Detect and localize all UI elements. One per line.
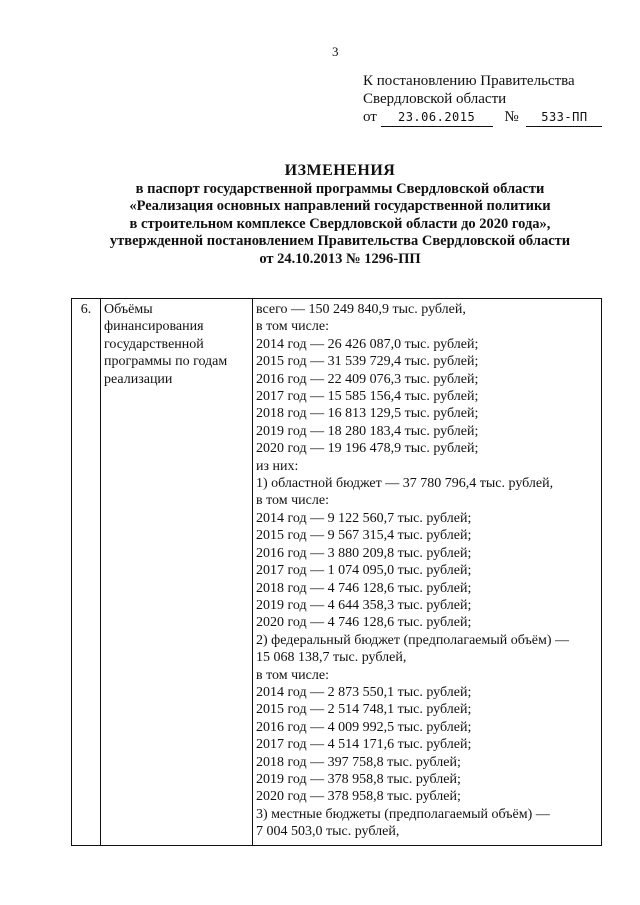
value-line: 2016 год — 4 009 992,5 тыс. рублей; xyxy=(256,719,472,735)
value-line: в том числе: xyxy=(256,667,329,683)
table-row xyxy=(72,299,602,846)
value-line: 2016 год — 22 409 076,3 тыс. рублей; xyxy=(256,371,479,387)
value-line: 2017 год — 15 585 156,4 тыс. рублей; xyxy=(256,389,479,405)
value-line: 2016 год — 3 880 209,8 тыс. рублей; xyxy=(256,545,472,561)
value-line: 1) областной бюджет — 37 780 796,4 тыс. рублей, xyxy=(256,476,554,492)
attachment-line-2: Свердловской области xyxy=(363,91,507,107)
value-line: 2019 год — 378 958,8 тыс. рублей; xyxy=(256,771,461,787)
attachment-line-3 xyxy=(363,108,602,127)
value-line: 2019 год — 18 280 183,4 тыс. рублей; xyxy=(256,423,479,439)
title-line: в паспорт государственной программы Свердловской области xyxy=(135,180,545,197)
value-line: 7 004 503,0 тыс. рублей, xyxy=(256,824,400,840)
value-line: 2015 год — 31 539 729,4 тыс. рублей; xyxy=(256,354,479,370)
row-label xyxy=(101,299,253,846)
title-line: в строительном комплексе Свердловской области до 2020 года», xyxy=(129,215,551,232)
value-line: 2) федеральный бюджет (предполагаемый объём) — xyxy=(256,632,570,648)
row-number: 6. xyxy=(72,299,101,846)
value-line: из них: xyxy=(256,458,299,474)
title-heading: ИЗМЕНЕНИЯ xyxy=(284,162,396,179)
value-line: 2020 год — 4 746 128,6 тыс. рублей; xyxy=(256,615,472,631)
value-line: 2014 год — 9 122 560,7 тыс. рублей; xyxy=(256,510,472,526)
attachment-line-1: К постановлению Правительства xyxy=(363,73,575,89)
number-sign: № xyxy=(504,109,519,125)
value-line: в том числе: xyxy=(256,493,329,509)
value-line: 2015 год — 2 514 748,1 тыс. рублей; xyxy=(256,702,472,718)
document-title xyxy=(60,162,620,268)
label-line: реализации xyxy=(104,371,173,387)
value-line: 2019 год — 4 644 358,3 тыс. рублей; xyxy=(256,597,472,613)
value-line: 2017 год — 4 514 171,6 тыс. рублей; xyxy=(256,737,472,753)
value-line: 2020 год — 378 958,8 тыс. рублей; xyxy=(256,789,461,805)
title-line: «Реализация основных направлений государственной политики xyxy=(129,198,551,214)
value-line: 2018 год — 4 746 128,6 тыс. рублей; xyxy=(256,580,472,596)
label-line: программы по годам xyxy=(104,354,228,370)
value-line: 2015 год — 9 567 315,4 тыс. рублей; xyxy=(256,528,472,544)
value-line: в том числе: xyxy=(256,319,329,335)
value-line: 2018 год — 397 758,8 тыс. рублей; xyxy=(256,754,461,770)
value-line: 15 068 138,7 тыс. рублей, xyxy=(256,650,407,666)
passport-table xyxy=(71,298,602,846)
attachment-block xyxy=(363,72,602,127)
value-line: 2018 год — 16 813 129,5 тыс. рублей; xyxy=(256,406,479,422)
label-line: финансирования xyxy=(104,319,204,335)
value-line: 2014 год — 26 426 087,0 тыс. рублей; xyxy=(256,336,479,352)
value-line: 2020 год — 19 196 478,9 тыс. рублей; xyxy=(256,441,479,457)
title-line: утвержденной постановлением Правительства Свердловской области xyxy=(109,233,571,249)
value-line: всего — 150 249 840,9 тыс. рублей, xyxy=(256,302,466,317)
value-line: 3) местные бюджеты (предполагаемый объём) — xyxy=(256,806,550,822)
label-line: Объёмы xyxy=(104,302,153,317)
title-line: от 24.10.2013 № 1296-ПП xyxy=(259,250,421,267)
value-line: 2017 год — 1 074 095,0 тыс. рублей; xyxy=(256,563,472,579)
resolution-number: 533-ПП xyxy=(526,108,602,127)
page-number: 3 xyxy=(332,44,339,59)
from-label: от xyxy=(363,109,377,125)
resolution-date: 23.06.2015 xyxy=(381,108,493,127)
value-line: 2014 год — 2 873 550,1 тыс. рублей; xyxy=(256,684,472,700)
label-line: государственной xyxy=(104,336,204,352)
row-value xyxy=(253,299,602,846)
